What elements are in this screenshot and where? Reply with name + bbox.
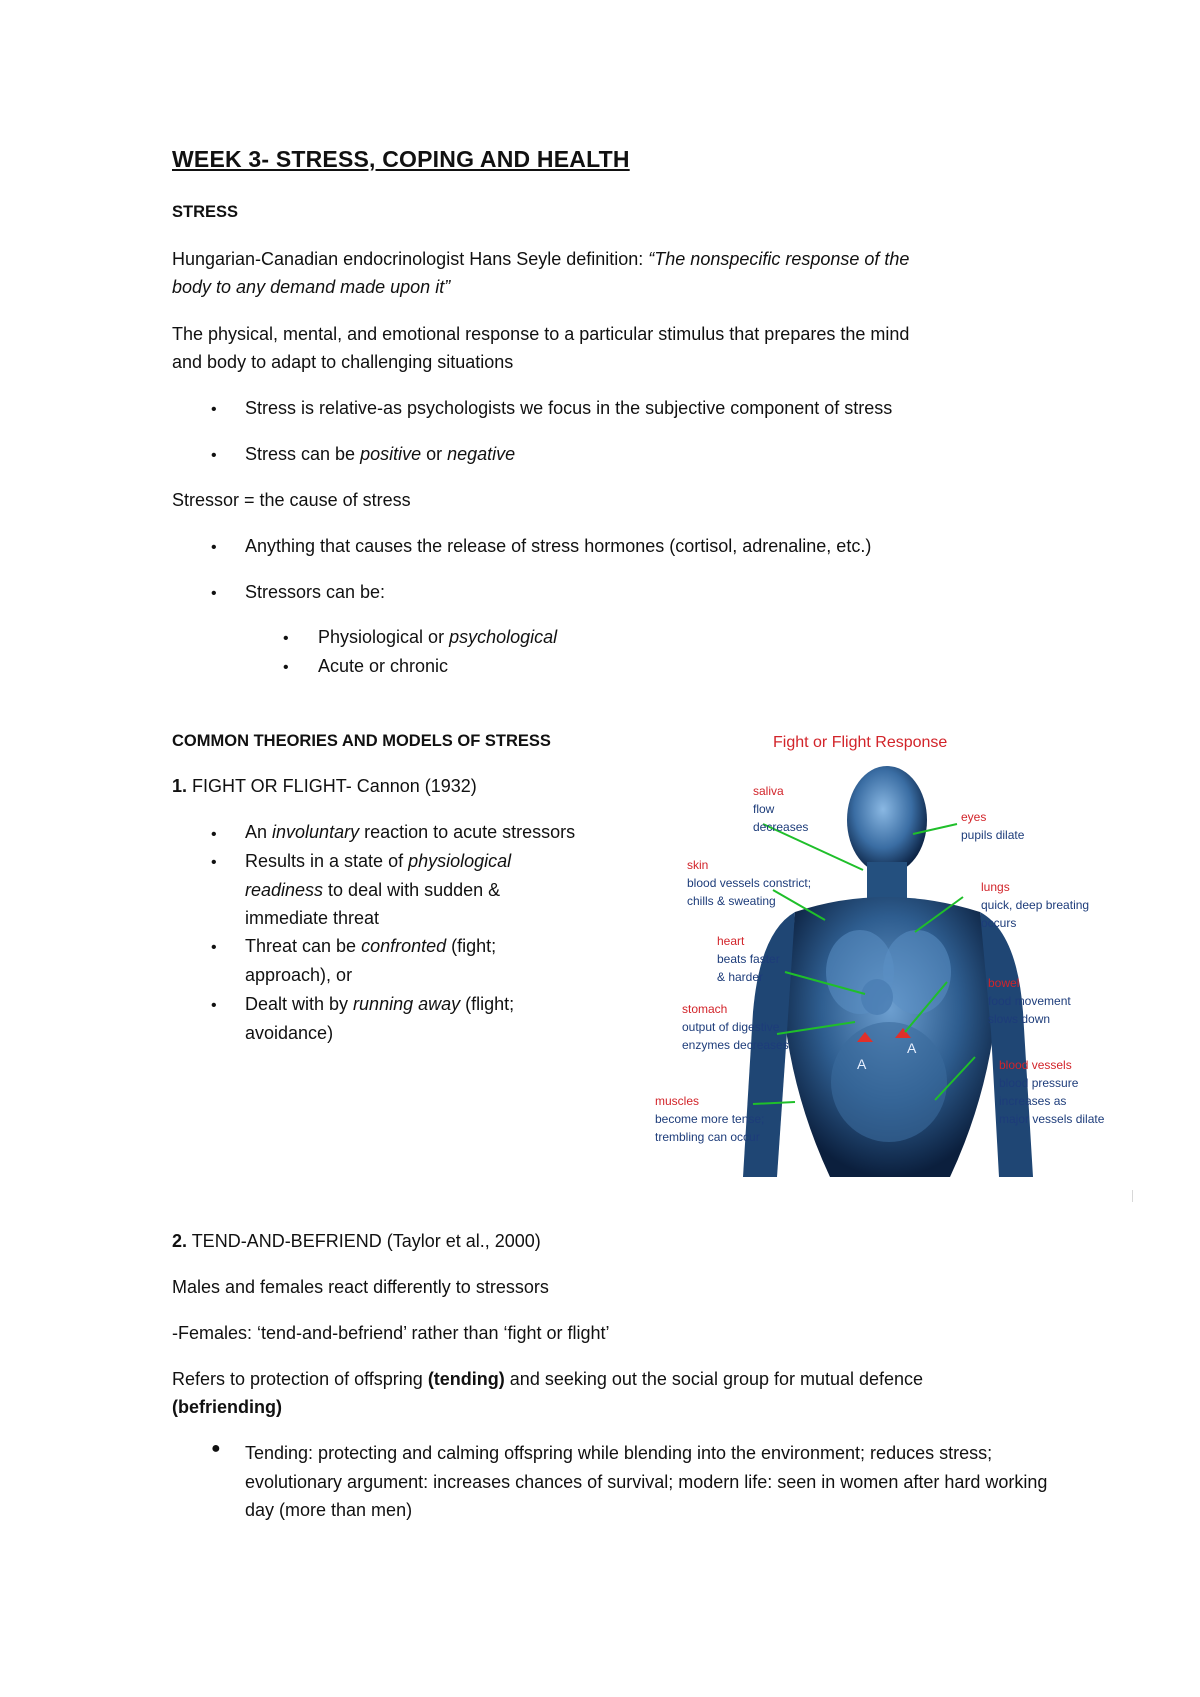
muscles-desc-1: become more tense;: [655, 1112, 765, 1126]
bullet-dot: •: [211, 997, 217, 1014]
tending-bullet: Tending: protecting and calming offspring while blending into the environment; reduces stress; evolutionary argument: increases chances of survival; modern life: seen in women after hard working day (more than men): [245, 1443, 1048, 1520]
stomach-label: stomach: [682, 1002, 728, 1016]
saliva-desc-2: decreases: [753, 820, 809, 834]
sub-bullet-physiological: [318, 623, 557, 651]
round-bullet-dot: ●: [211, 1440, 221, 1457]
eyes-label: eyes: [961, 810, 987, 824]
definition-prefix: Hungarian-Canadian endocrinologist Hans Seyle definition:: [172, 249, 649, 269]
running-away-text: running away: [353, 994, 461, 1014]
skin-label: skin: [687, 858, 709, 872]
involuntary-text: involuntary: [272, 822, 360, 842]
label-skin: [687, 856, 811, 910]
blood-vessels-desc-3: major vessels dilate: [999, 1112, 1105, 1126]
label-blood-vessels: [999, 1056, 1104, 1128]
stress-bullet-relative: Stress is relative-as psychologists we focus in the subjective component of stress: [245, 398, 893, 418]
bullet-text-pre: An: [245, 822, 273, 842]
stress-paragraph-line-1: The physical, mental, and emotional response to a particular stimulus that prepares the mind: [172, 324, 910, 344]
fight-or-flight-figure: [645, 722, 1135, 1190]
eyes-desc-1: pupils dilate: [961, 828, 1025, 842]
page-title: WEEK 3- STRESS, COPING AND HEALTH: [172, 146, 630, 172]
tend-line-males-females: Males and females react differently to stressors: [172, 1277, 549, 1297]
skin-desc-1: blood vessels constrict;: [687, 876, 812, 890]
label-heart: [717, 932, 780, 986]
bowel-desc-1: food movement: [988, 994, 1071, 1008]
label-lungs: [981, 878, 1089, 932]
stressor-bullet-hormones: Anything that causes the release of stress hormones (cortisol, adrenaline, etc.): [245, 536, 872, 556]
heading-number: 1.: [172, 776, 188, 796]
bullet-dot: •: [211, 939, 217, 956]
fight-or-flight-heading: [172, 772, 477, 800]
blood-vessels-desc-2: increases as: [999, 1094, 1067, 1108]
stressor-bullet-can-be: Stressors can be:: [245, 582, 386, 602]
saliva-desc-1: flow: [753, 802, 775, 816]
psychological-text: psychological: [449, 627, 558, 647]
intestine-shape: [831, 1022, 947, 1142]
bullet-text-mid: or: [421, 444, 448, 464]
bowel-label: bowel: [988, 976, 1020, 990]
adrenal-marker-a-left: A: [857, 1056, 867, 1072]
negative-text: negative: [447, 444, 516, 464]
definition-quote-1: “The nonspecific response of the: [648, 249, 910, 269]
bullet-text-pre: Threat can be: [245, 936, 362, 956]
physiological-readiness-text: physiological readiness: [245, 851, 512, 900]
bullet-dot: •: [211, 585, 217, 602]
tend-line-females: -Females: ‘tend-and-befriend’ rather than ‘fight or flight’: [172, 1323, 610, 1343]
bullet-text-post: (fight; approach), or: [245, 936, 497, 985]
bullet-dot: •: [211, 854, 217, 871]
bullet-text-pre: Dealt with by: [245, 994, 354, 1014]
adrenal-marker-a-right: A: [907, 1040, 917, 1056]
label-eyes: [961, 808, 1024, 844]
label-muscles: [655, 1092, 764, 1146]
bullet-dot: •: [211, 447, 217, 464]
skin-desc-2: chills & sweating: [687, 894, 776, 908]
ff-bullet-readiness: [245, 847, 575, 933]
sub-bullet-dot: •: [283, 659, 289, 676]
bullet-text-pre: Results in a state of: [245, 851, 409, 871]
bullet-text-pre: Stress can be: [245, 444, 361, 464]
heart-desc-2: & harder: [717, 970, 764, 984]
heart-label: heart: [717, 934, 745, 948]
heading-text: FIGHT OR FLIGHT- Cannon (1932): [187, 776, 477, 796]
stressor-definition: Stressor = the cause of stress: [172, 490, 411, 510]
confronted-text: confronted: [361, 936, 447, 956]
tending-bold: (tending): [427, 1369, 505, 1389]
stomach-desc-2: enzymes decreases: [682, 1038, 789, 1052]
definition-line-1: [172, 245, 909, 273]
refers-post: and seeking out the social group for mutual defence: [504, 1369, 924, 1389]
heading-number: 2.: [172, 1231, 188, 1251]
bullet-text-post: to deal with sudden & immediate threat: [245, 879, 501, 928]
label-stomach: [682, 1000, 789, 1054]
section-heading-stress: STRESS: [172, 203, 239, 221]
positive-text: positive: [360, 444, 422, 464]
label-bowel: [988, 974, 1071, 1028]
bullet-text-post: (flight; avoidance): [245, 994, 515, 1043]
muscles-desc-2: trembling can occur: [655, 1130, 760, 1144]
befriending-bold: (befriending): [172, 1397, 282, 1417]
sub-bullet-acute-chronic: Acute or chronic: [318, 656, 449, 676]
blood-vessels-desc-1: blood pressure: [999, 1076, 1079, 1090]
tend-line-befriending: [172, 1393, 282, 1421]
label-saliva: [753, 782, 808, 836]
bullet-dot: •: [211, 539, 217, 556]
sub-bullet-dot: •: [283, 630, 289, 647]
ff-bullet-confronted: [245, 932, 565, 989]
bullet-text-post: reaction to acute stressors: [359, 822, 576, 842]
bullet-dot: •: [211, 401, 217, 418]
blood-vessels-label: blood vessels: [999, 1058, 1072, 1072]
tend-befriend-heading: [172, 1227, 541, 1255]
stress-paragraph-line-2: and body to adapt to challenging situations: [172, 352, 514, 372]
sub-bullet-text: Physiological or: [318, 627, 450, 647]
section-heading-theories: COMMON THEORIES AND MODELS OF STRESS: [172, 732, 551, 750]
definition-quote-2: body to any demand made upon it”: [172, 277, 451, 297]
head-shape: [847, 766, 927, 874]
neck-shape: [867, 862, 907, 902]
lungs-label: lungs: [981, 880, 1010, 894]
bullet-dot: •: [211, 826, 217, 843]
bowel-desc-2: slows down: [988, 1012, 1051, 1026]
ff-bullet-running-away: [245, 990, 565, 1047]
muscles-label: muscles: [655, 1094, 700, 1108]
lungs-desc-1: quick, deep breating: [981, 898, 1090, 912]
saliva-label: saliva: [753, 784, 784, 798]
lungs-desc-2: occurs: [981, 916, 1017, 930]
heading-text: TEND-AND-BEFRIEND (Taylor et al., 2000): [187, 1231, 541, 1251]
definition-line-2: [172, 273, 450, 301]
refers-pre: Refers to protection of offspring: [172, 1369, 428, 1389]
tend-line-refers: [172, 1365, 923, 1393]
heart-shape: [861, 979, 893, 1015]
stress-bullet-positive-negative: [245, 440, 515, 468]
ff-bullet-involuntary: [245, 818, 645, 847]
figure-title: Fight or Flight Response: [773, 734, 948, 751]
stomach-desc-1: output of digestive: [682, 1020, 780, 1034]
heart-desc-1: beats faster: [717, 952, 780, 966]
lung-right-shape: [883, 930, 951, 1014]
